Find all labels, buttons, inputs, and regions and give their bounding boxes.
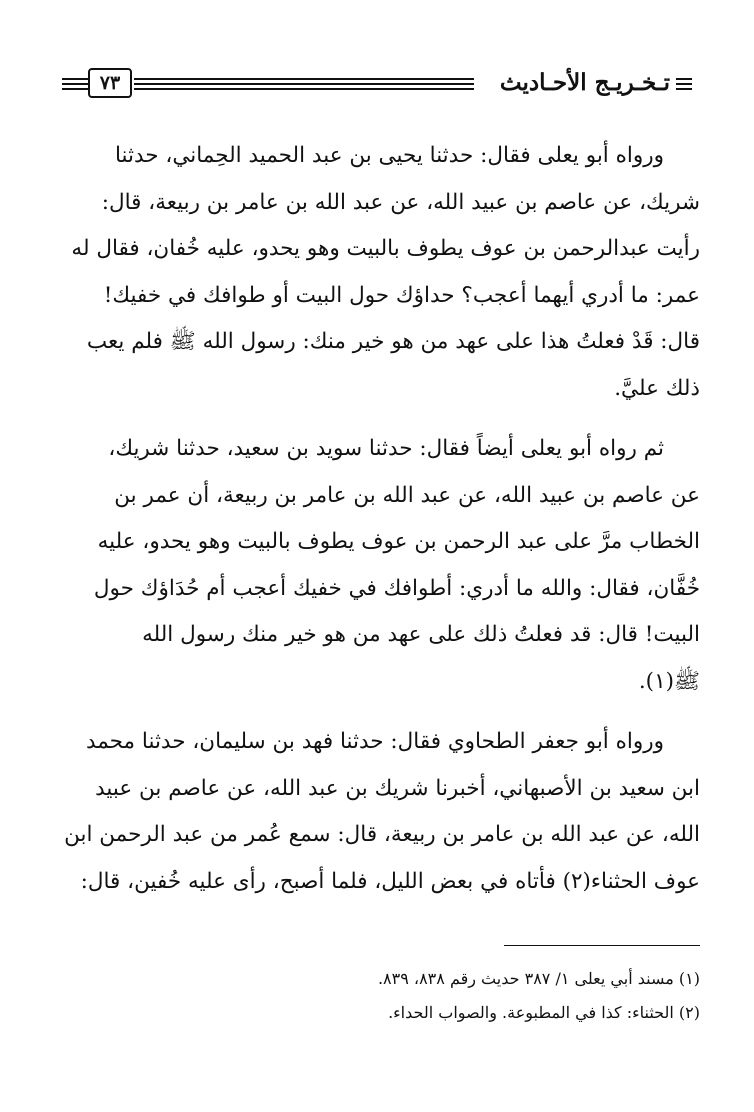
main-text — [50, 133, 700, 919]
text-line: عن عاصم بن عبيد الله، عن عبد الله بن عامر بن ربيعة، أن عمر بن — [114, 482, 700, 508]
text-line: ابن سعيد بن الأصبهاني، أخبرنا شريك بن عبد الله، عن عاصم بن عبيد — [95, 775, 700, 801]
text-line: رأيت عبدالرحمن بن عوف يطوف بالبيت وهو يحدو، عليه خُفان، فقال له — [71, 236, 700, 261]
text-line: ثم رواه أبو يعلى أيضاً فقال: حدثنا سويد بن سعيد، حدثنا شريك، — [108, 436, 664, 461]
text-line: شريك، عن عاصم بن عبيد الله، عن عبد الله بن عامر بن ربيعة، قال: — [101, 189, 700, 215]
text-line: ورواه أبو جعفر الطحاوي فقال: حدثنا فهد بن سليمان، حدثنا محمد — [85, 729, 664, 754]
running-title: تـخـريـج الأحـاديث — [499, 69, 670, 96]
paragraph-3 — [50, 719, 700, 905]
header-bullet-ornament — [676, 78, 692, 90]
footnote-2: (٢) الحثناء: كذا في المطبوعة. والصواب الحداء. — [388, 1003, 700, 1022]
footnotes — [50, 962, 700, 1030]
text-line: الخطاب مرَّ على عبد الرحمن بن عوف يطوف بالبيت وهو يحدو، عليه — [97, 529, 700, 554]
text-line: عوف الحثناء(٢) فأتاه في بعض الليل، فلما أصبح، رأى عليه خُفين، قال: — [80, 868, 700, 894]
running-header — [62, 66, 692, 106]
paragraph-1 — [50, 133, 700, 412]
header-rule — [134, 78, 474, 90]
text-line: البيت! قال: قد فعلتُ ذلك على عهد من هو خير منك رسول الله — [142, 622, 700, 647]
paragraph-2 — [50, 426, 700, 705]
text-line: ﷺ(١). — [638, 668, 700, 694]
text-line: خُفَّان، فقال: والله ما أدري: أطوافك في خفيك أعجب أم حُدَاؤك حول — [93, 575, 700, 601]
text-line: ذلك عليَّ. — [614, 375, 700, 401]
footnote-separator — [504, 945, 700, 946]
text-line: ورواه أبو يعلى فقال: حدثنا يحيى بن عبد الحميد الحِماني، حدثنا — [114, 143, 664, 168]
page-number: ٧٣ — [88, 68, 132, 98]
footnote-1: (١) مسند أبي يعلى ١/ ٣٨٧ حديث رقم ٨٣٨، ٨٣٩. — [377, 969, 700, 988]
text-line: عمر: ما أدري أيهما أعجب؟ حداؤك حول البيت أو طوافك في خفيك! — [103, 282, 700, 308]
text-line: قال: قَدْ فعلتُ هذا على عهد من هو خير منك: رسول الله ﷺ فلم يعب — [86, 329, 700, 354]
header-rule-end — [62, 78, 88, 90]
text-line: الله، عن عبد الله بن عامر بن ربيعة، قال: سمع عُمر من عبد الرحمن ابن — [64, 822, 700, 847]
